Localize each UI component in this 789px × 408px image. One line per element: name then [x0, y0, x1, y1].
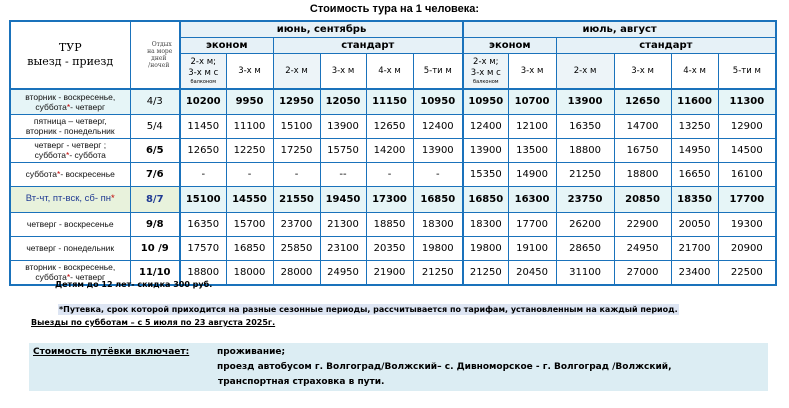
price-cell: 24950 [320, 260, 366, 285]
price-cell: 12650 [366, 114, 413, 138]
header-rest-days: Отдых на море дней /ночей [130, 21, 180, 89]
price-cell: 10950 [463, 89, 508, 114]
price-cell: 13900 [556, 89, 614, 114]
room-3: 3-х м [226, 54, 273, 90]
rest-days-nights: 4/3 [130, 89, 180, 114]
class-econom: эконом [180, 38, 273, 54]
price-cell: 12900 [718, 114, 776, 138]
asterisk-icon: * [66, 272, 71, 283]
price-cell: 26200 [556, 212, 614, 236]
price-cell: 21250 [413, 260, 463, 285]
price-cell: 18350 [671, 186, 718, 212]
rest-days-nights: 6/5 [130, 138, 180, 162]
price-cell: 18850 [366, 212, 413, 236]
price-cell: 19100 [508, 236, 556, 260]
price-cell: 13500 [508, 138, 556, 162]
price-cell: 15700 [226, 212, 273, 236]
price-cell: 27000 [614, 260, 671, 285]
price-cell: 11150 [366, 89, 413, 114]
table-row [10, 89, 776, 114]
class-econom: эконом [463, 38, 556, 54]
price-cell: 19300 [718, 212, 776, 236]
price-cell: - [413, 162, 463, 186]
room-3: 3-х м [508, 54, 556, 90]
price-cell: 18300 [413, 212, 463, 236]
room-4: 4-х м [671, 54, 718, 90]
price-cell: 23750 [556, 186, 614, 212]
price-cell: 11450 [180, 114, 226, 138]
price-cell: 17700 [508, 212, 556, 236]
price-cell: 9950 [226, 89, 273, 114]
price-cell: 21250 [556, 162, 614, 186]
price-cell: 31100 [556, 260, 614, 285]
includes-line: транспортная страховка в пути. [218, 377, 385, 387]
price-cell: 13250 [671, 114, 718, 138]
split-period-note: *Путевка, срок которой приходится на разные сезонные периоды, рассчитывается по тарифам, установленным на каждый период. [59, 305, 678, 314]
price-cell: 21700 [671, 236, 718, 260]
price-cell: 14550 [226, 186, 273, 212]
price-cell: 12250 [226, 138, 273, 162]
includes-label: Стоимость путёвки включает: [33, 347, 190, 357]
tour-dates: вторник - воскресенье, суббота*- четверг [10, 260, 130, 285]
price-cell: 17700 [718, 186, 776, 212]
season-june-september: июнь, сентябрь [180, 21, 463, 38]
price-cell: 15350 [463, 162, 508, 186]
price-cell: 16850 [226, 236, 273, 260]
class-standard: стандарт [273, 38, 463, 54]
tour-dates: четверг - понедельник [10, 236, 130, 260]
price-cell: 21550 [273, 186, 320, 212]
price-cell: 16300 [508, 186, 556, 212]
price-cell: 21250 [463, 260, 508, 285]
page-title: Стоимость тура на 1 человека: [309, 3, 480, 15]
price-cell: 23100 [320, 236, 366, 260]
table-row [10, 236, 776, 260]
header-tour: ТУР выезд - приезд [10, 21, 130, 89]
tour-dates: вторник - воскресенье, суббота*- четверг [10, 89, 130, 114]
price-cell: 10200 [180, 89, 226, 114]
price-cell: 20450 [508, 260, 556, 285]
includes-line: проживание; [217, 347, 286, 357]
price-cell: 19800 [463, 236, 508, 260]
price-cell: 22500 [718, 260, 776, 285]
room-3: 3-х м [614, 54, 671, 90]
price-cell: 20050 [671, 212, 718, 236]
price-cell: 20350 [366, 236, 413, 260]
price-cell: 22900 [614, 212, 671, 236]
price-cell: 11300 [718, 89, 776, 114]
table-row [10, 186, 776, 212]
price-cell: - [366, 162, 413, 186]
tour-dates: четверг - четверг ; суббота*- суббота [10, 138, 130, 162]
price-cell: 14200 [366, 138, 413, 162]
price-cell: 28650 [556, 236, 614, 260]
room-4: 4-х м [366, 54, 413, 90]
price-cell: 16350 [180, 212, 226, 236]
price-cell: 20900 [718, 236, 776, 260]
price-cell: 24950 [614, 236, 671, 260]
price-cell: 14700 [614, 114, 671, 138]
price-cell: - [180, 162, 226, 186]
price-cell: 21900 [366, 260, 413, 285]
tour-dates: пятница – четверг, вторник - понедельник [10, 114, 130, 138]
price-cell: 12650 [180, 138, 226, 162]
room-2: 2-х м [273, 54, 320, 90]
price-cell: 16650 [671, 162, 718, 186]
price-cell: 10950 [413, 89, 463, 114]
price-cell: 15100 [180, 186, 226, 212]
price-cell: 10700 [508, 89, 556, 114]
price-cell: 17250 [273, 138, 320, 162]
price-cell: 12050 [320, 89, 366, 114]
price-cell: 16100 [718, 162, 776, 186]
price-cell: 16750 [614, 138, 671, 162]
price-cell: 18800 [180, 260, 226, 285]
price-cell: 21300 [320, 212, 366, 236]
price-cell: 13900 [463, 138, 508, 162]
price-cell: - [226, 162, 273, 186]
price-cell: 25850 [273, 236, 320, 260]
price-cell: 19800 [413, 236, 463, 260]
table-row [10, 162, 776, 186]
price-cell: 12100 [508, 114, 556, 138]
rest-days-nights: 10 /9 [130, 236, 180, 260]
room-3: 3-х м [320, 54, 366, 90]
table-row [10, 212, 776, 236]
price-cell: 23700 [273, 212, 320, 236]
rest-days-nights: 8/7 [130, 186, 180, 212]
rest-days-nights: 5/4 [130, 114, 180, 138]
price-cell: 12400 [413, 114, 463, 138]
table-row [10, 138, 776, 162]
price-cell: 23400 [671, 260, 718, 285]
asterisk-icon: * [57, 169, 61, 179]
price-cell: 17570 [180, 236, 226, 260]
includes-line: проезд автобусом г. Волгоград/Волжский– с. Дивноморское - г. Волгоград /Волжский, [217, 362, 672, 372]
saturday-departures-note: Выезды по субботам – с 5 июля по 23 августа 2025г. [31, 318, 276, 327]
price-cell: 28000 [273, 260, 320, 285]
includes-box [29, 343, 768, 391]
room-2-3-balcony: 2-х м; 3-х м с балконом [463, 54, 508, 90]
price-cell: 13900 [413, 138, 463, 162]
rest-days-nights: 11/10 [130, 260, 180, 285]
price-cell: 12650 [614, 89, 671, 114]
price-cell: 20850 [614, 186, 671, 212]
price-cell: 15750 [320, 138, 366, 162]
price-cell: -- [320, 162, 366, 186]
price-cell: 16350 [556, 114, 614, 138]
class-standard: стандарт [556, 38, 776, 54]
price-cell: 15100 [273, 114, 320, 138]
price-table [9, 20, 777, 286]
price-cell: 16850 [413, 186, 463, 212]
price-cell: 18000 [226, 260, 273, 285]
room-2: 2-х м [556, 54, 614, 90]
price-cell: 14500 [718, 138, 776, 162]
asterisk-icon: * [66, 101, 71, 112]
room-2-3-balcony: 2-х м; 3-х м с балконом [180, 54, 226, 90]
price-cell: 18800 [614, 162, 671, 186]
price-cell: - [273, 162, 320, 186]
table-row [10, 114, 776, 138]
price-cell: 18800 [556, 138, 614, 162]
price-cell: 16850 [463, 186, 508, 212]
tour-dates: суббота*- воскресенье [10, 162, 130, 186]
price-cell: 11600 [671, 89, 718, 114]
price-cell: 19450 [320, 186, 366, 212]
price-cell: 11100 [226, 114, 273, 138]
asterisk-icon: * [66, 150, 70, 160]
asterisk-icon: * [111, 193, 115, 204]
price-cell: 18300 [463, 212, 508, 236]
price-cell: 14900 [508, 162, 556, 186]
price-cell: 13900 [320, 114, 366, 138]
children-discount-note: Детям до 12 лет- скидка 300 руб. [55, 280, 213, 289]
rest-days-nights: 9/8 [130, 212, 180, 236]
price-cell: 12950 [273, 89, 320, 114]
season-july-august: июль, август [463, 21, 776, 38]
tour-dates: четверг - воскресенье [10, 212, 130, 236]
price-cell: 14950 [671, 138, 718, 162]
price-cell: 17300 [366, 186, 413, 212]
room-5: 5-ти м [413, 54, 463, 90]
room-5: 5-ти м [718, 54, 776, 90]
price-cell: 12400 [463, 114, 508, 138]
tour-dates: Вт-чт, пт-вск, сб- пн* [10, 186, 130, 212]
rest-days-nights: 7/6 [130, 162, 180, 186]
